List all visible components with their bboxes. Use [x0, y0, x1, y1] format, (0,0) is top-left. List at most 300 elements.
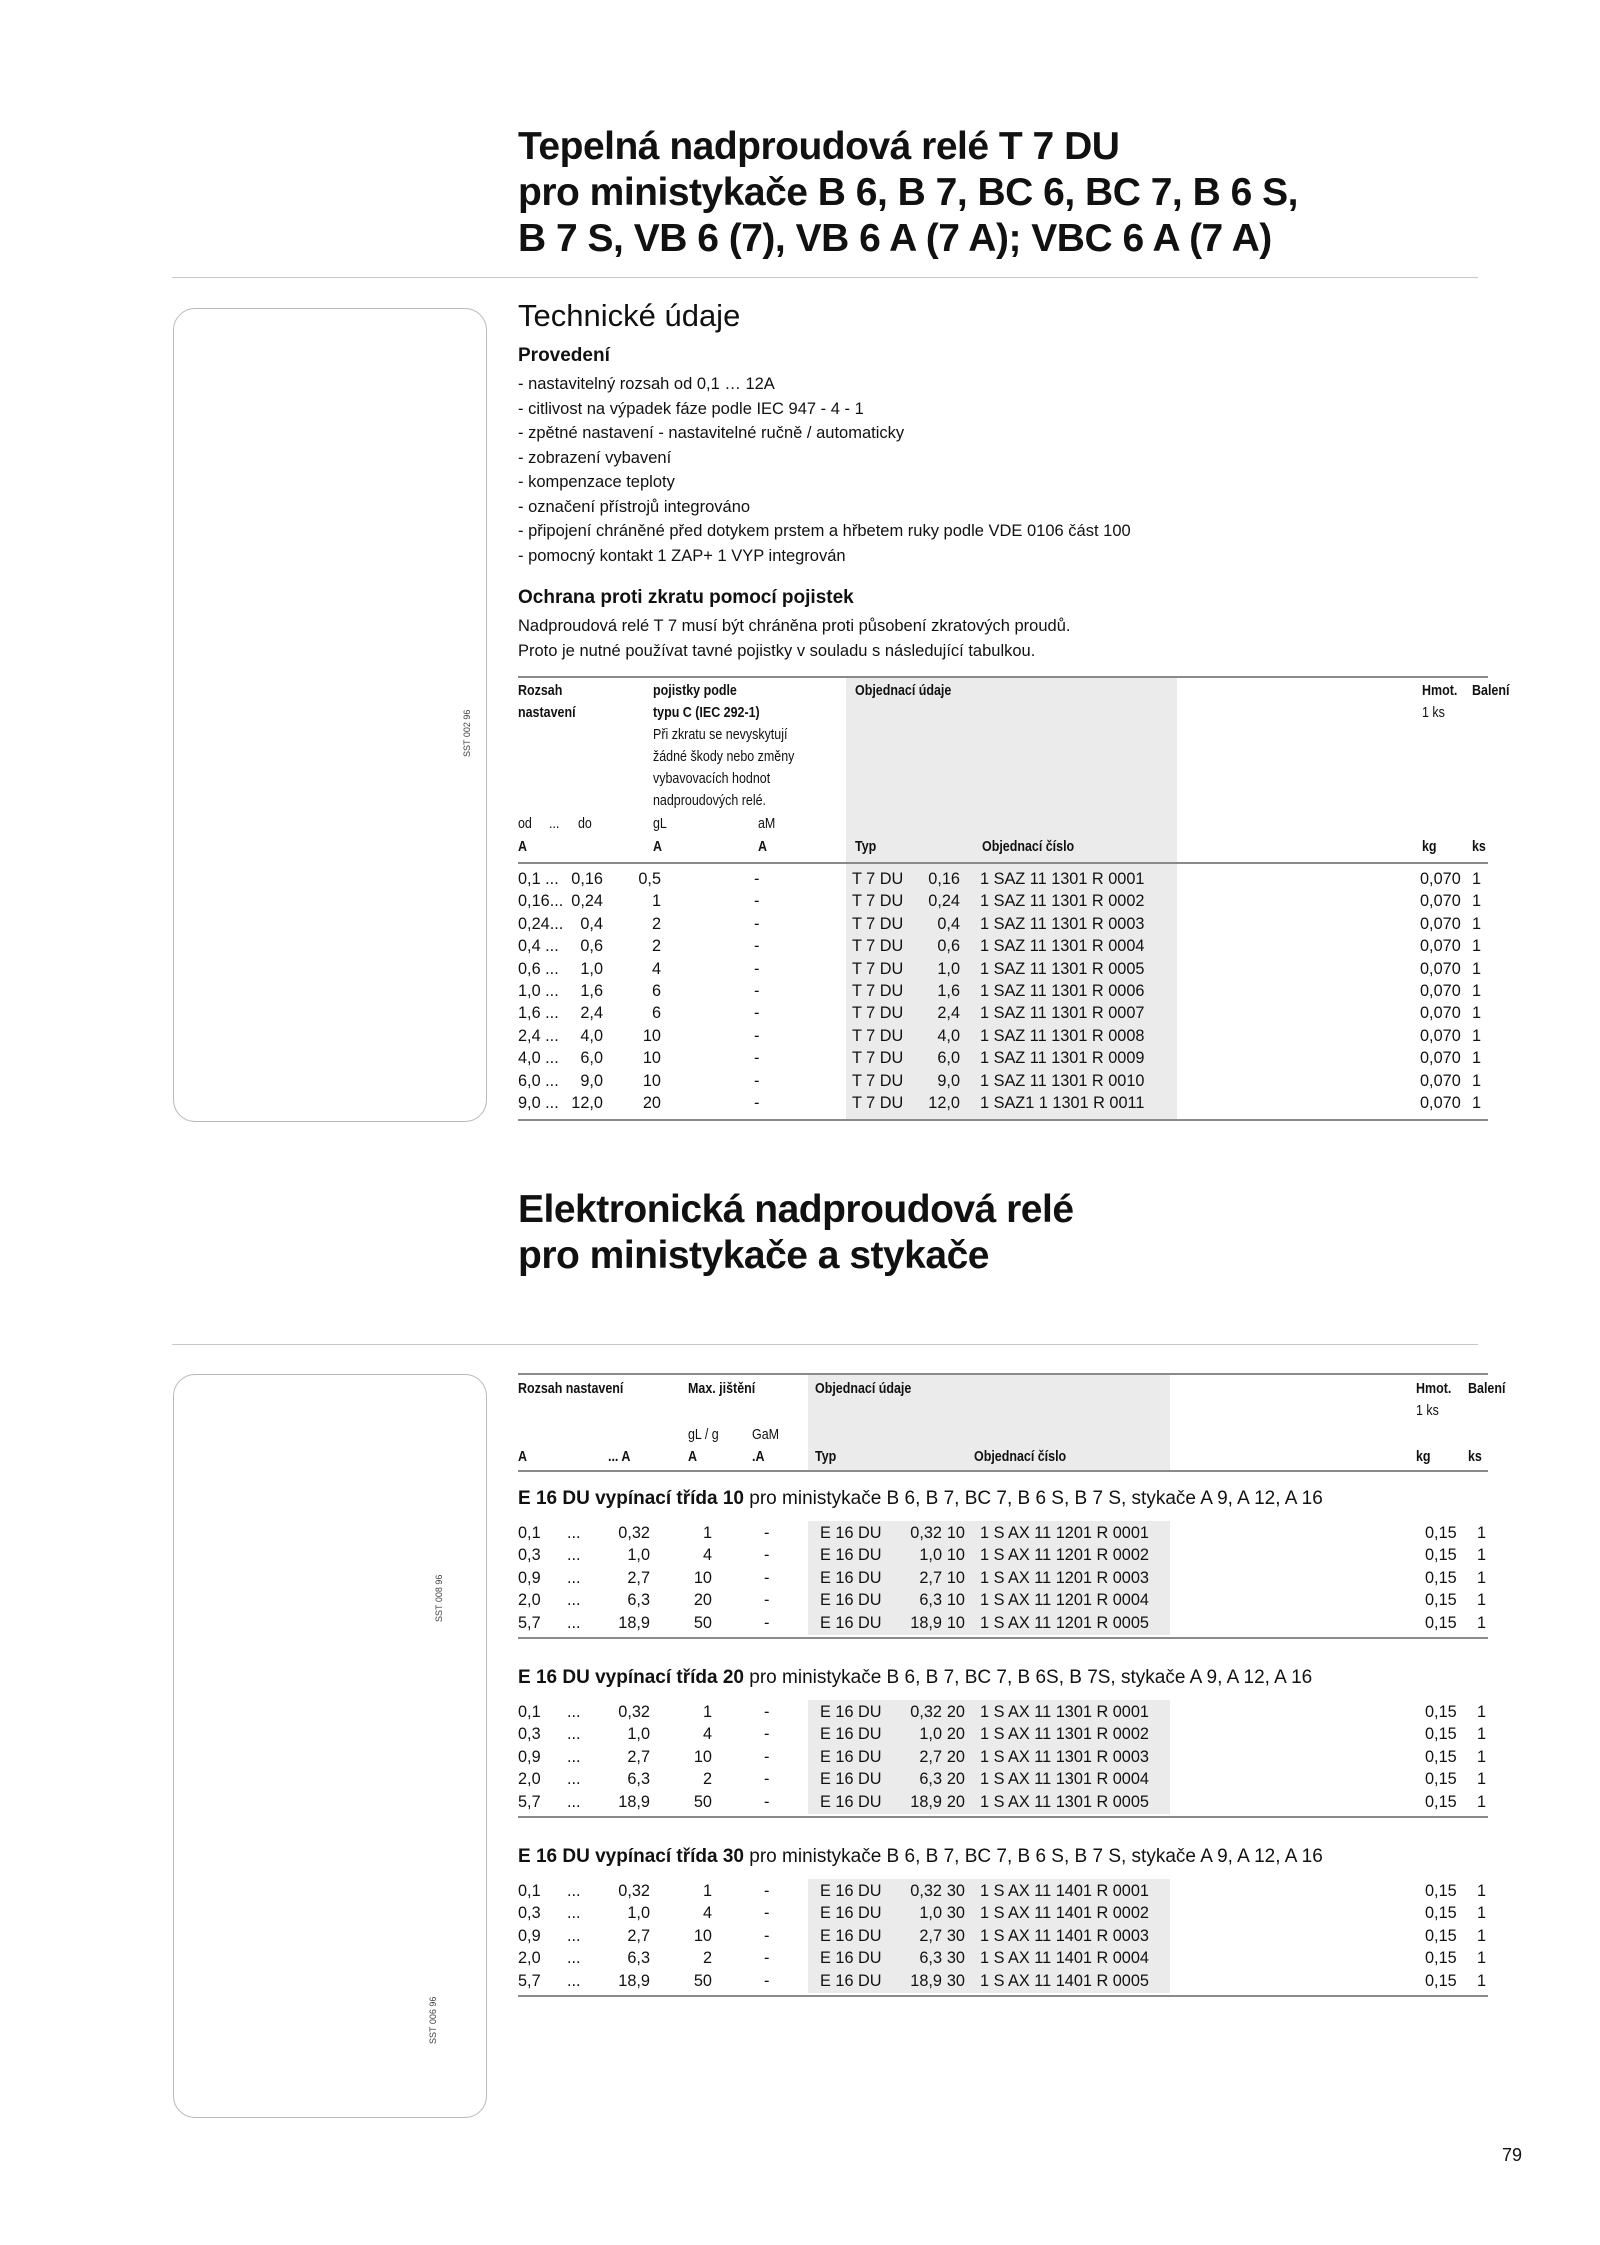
page-title-t7du — [518, 124, 1298, 262]
pack-ks: 1 — [1477, 1524, 1487, 1542]
table-row — [518, 1768, 1488, 1790]
th-unit: ... A — [608, 1449, 631, 1465]
range-dots: ... — [567, 1546, 581, 1565]
type-value: 18,9 — [910, 1792, 942, 1811]
range-dots: ... — [567, 1568, 581, 1587]
order-number: 1 S AX 11 1301 R 0003 — [980, 1747, 1149, 1766]
range-from: 5,7 — [518, 1613, 541, 1632]
table-row — [518, 980, 1488, 1002]
table-row — [518, 958, 1488, 980]
range-dots: ... — [567, 1613, 581, 1632]
fuse-glg: 2 — [702, 1770, 712, 1789]
range-to: 1,6 — [580, 982, 603, 1000]
fuse-gam: - — [764, 1568, 770, 1587]
th-pojistky: pojistky podle — [653, 683, 737, 699]
th-ks: ks — [1468, 1449, 1482, 1465]
fuse-glg: 1 — [702, 1703, 712, 1721]
type-value: 1,6 — [937, 982, 960, 1000]
th-unit: .A — [752, 1449, 765, 1465]
order-number: 1 S AX 11 1201 R 0001 — [980, 1524, 1149, 1542]
order-number: 1 S AX 11 1401 R 0002 — [980, 1904, 1149, 1923]
type-cell: E 16 DU — [820, 1792, 882, 1811]
th-typu: typu C (IEC 292-1) — [653, 705, 760, 721]
table-row — [518, 1092, 1488, 1114]
table-row — [518, 1544, 1488, 1566]
weight-kg: 0,15 — [1425, 1524, 1457, 1542]
fuse-glg: 20 — [693, 1591, 712, 1610]
th-max: Max. jištění — [688, 1381, 756, 1397]
fuse-gl: 6 — [651, 982, 661, 1000]
fuse-gl: 6 — [651, 1004, 661, 1023]
trip-class: 30 — [946, 1904, 965, 1923]
range-from: 2,4 ... — [518, 1026, 559, 1045]
th-baleni: Balení — [1468, 1381, 1506, 1397]
range-from: 0,1 — [518, 1703, 541, 1721]
trip-class: 10 — [946, 1591, 965, 1610]
table-row — [518, 935, 1488, 957]
group-title-rest: pro ministykače B 6, B 7, BC 7, B 6 S, B 7 S, stykače A 9, A 12, A 16 — [744, 1488, 1323, 1509]
paragraph-line: Nadproudová relé T 7 musí být chráněna proti působení zkratových proudů. — [518, 617, 1071, 635]
range-to: 0,32 — [618, 1524, 650, 1542]
table-row — [518, 1025, 1488, 1047]
order-number: 1 S AX 11 1301 R 0002 — [980, 1725, 1149, 1744]
fuse-glg: 10 — [693, 1926, 712, 1945]
range-dots: ... — [567, 1926, 581, 1945]
range-from: 4,0 ... — [518, 1049, 559, 1068]
range-dots: ... — [567, 1747, 581, 1766]
order-number: 1 SAZ 11 1301 R 0002 — [980, 892, 1145, 911]
th-1ks: 1 ks — [1422, 705, 1445, 721]
range-dots: ... — [567, 1971, 581, 1990]
range-from: 2,0 — [518, 1949, 541, 1968]
list-item: - zobrazení vybavení — [518, 448, 672, 467]
pack-ks: 1 — [1472, 870, 1482, 888]
range-to: 6,3 — [627, 1591, 650, 1610]
group-title — [518, 1488, 1323, 1510]
pack-ks: 1 — [1477, 1613, 1487, 1632]
type-value: 6,3 — [919, 1770, 942, 1789]
pack-ks: 1 — [1472, 937, 1482, 956]
order-number: 1 S AX 11 1301 R 0001 — [980, 1703, 1149, 1721]
fuse-glg: 4 — [702, 1546, 712, 1565]
th-typ: Typ — [855, 839, 877, 855]
pack-ks: 1 — [1477, 1591, 1487, 1610]
type-cell: E 16 DU — [820, 1591, 882, 1610]
type-cell: E 16 DU — [820, 1926, 882, 1945]
provedeni-heading: Provedení — [518, 345, 610, 366]
weight-kg: 0,15 — [1425, 1904, 1457, 1923]
th-od: od — [518, 816, 532, 832]
order-number: 1 SAZ 11 1301 R 0003 — [980, 914, 1145, 933]
order-number: 1 S AX 11 1201 R 0004 — [980, 1591, 1149, 1610]
list-item: - kompenzace teploty — [518, 473, 675, 491]
fuse-gam: - — [764, 1725, 770, 1744]
pack-ks: 1 — [1472, 914, 1482, 933]
trip-class: 30 — [946, 1882, 965, 1900]
range-from: 2,0 — [518, 1770, 541, 1789]
fuse-gl: 10 — [642, 1071, 661, 1090]
trip-class: 10 — [946, 1546, 965, 1565]
fuse-am: - — [754, 982, 760, 1000]
range-to: 0,32 — [618, 1703, 650, 1721]
th-unit: A — [758, 839, 768, 855]
table-top-rule — [518, 1373, 1488, 1375]
range-to: 6,3 — [627, 1770, 650, 1789]
type-cell: E 16 DU — [820, 1971, 882, 1990]
image-code: SST 002 96 — [462, 709, 472, 757]
type-cell: T 7 DU — [852, 1071, 904, 1090]
range-from: 0,3 — [518, 1546, 541, 1565]
th-note: nadproudových relé. — [653, 793, 767, 809]
table-row — [518, 1723, 1488, 1745]
type-value: 1,0 — [919, 1904, 942, 1923]
th-objednaci: Objednací údaje — [815, 1381, 912, 1397]
fuse-glg: 10 — [693, 1568, 712, 1587]
range-from: 0,1 — [518, 1882, 541, 1900]
th-objednaci: Objednací údaje — [855, 683, 952, 699]
table-row — [518, 1746, 1488, 1768]
table-row — [518, 1567, 1488, 1589]
order-number: 1 SAZ1 1 1301 R 0011 — [980, 1094, 1145, 1112]
fuse-gl: 2 — [651, 937, 661, 956]
pack-ks: 1 — [1477, 1770, 1487, 1789]
type-value: 9,0 — [937, 1071, 960, 1090]
trip-class: 30 — [946, 1971, 965, 1990]
list-item: - zpětné nastavení - nastavitelné ručně / automaticky — [518, 424, 905, 442]
fuse-gam: - — [764, 1747, 770, 1766]
type-value: 1,0 — [919, 1546, 942, 1565]
type-cell: E 16 DU — [820, 1904, 882, 1923]
range-to: 18,9 — [618, 1613, 650, 1632]
pack-ks: 1 — [1477, 1904, 1487, 1923]
weight-kg: 0,070 — [1420, 1094, 1461, 1112]
table-row — [518, 1047, 1488, 1069]
table-row — [518, 1002, 1488, 1024]
weight-kg: 0,070 — [1420, 1004, 1461, 1023]
group-title — [518, 1846, 1323, 1868]
provedeni-list — [518, 372, 1131, 568]
fuse-gl: 4 — [651, 959, 661, 978]
th-baleni: Balení — [1472, 683, 1510, 699]
fuse-gl: 2 — [651, 914, 661, 933]
pack-ks: 1 — [1472, 1071, 1482, 1090]
title-line: Tepelná nadproudová relé T 7 DU — [518, 125, 1120, 168]
order-number: 1 S AX 11 1401 R 0005 — [980, 1971, 1149, 1990]
type-value: 0,6 — [937, 937, 960, 956]
group-title-bold: E 16 DU vypínací třída 20 — [518, 1667, 744, 1688]
range-from: 0,9 — [518, 1568, 541, 1587]
fuse-gam: - — [764, 1613, 770, 1632]
range-from: 0,9 — [518, 1926, 541, 1945]
th-note: žádné škody nebo změny — [653, 749, 795, 765]
pack-ks: 1 — [1477, 1568, 1487, 1587]
type-value: 2,7 — [919, 1926, 942, 1945]
fuse-gl: 0,5 — [638, 870, 661, 888]
type-value: 12,0 — [928, 1094, 960, 1112]
fuse-am: - — [754, 1049, 760, 1068]
range-dots: ... — [567, 1591, 581, 1610]
fuse-gam: - — [764, 1926, 770, 1945]
range-from: 5,7 — [518, 1971, 541, 1990]
pack-ks: 1 — [1477, 1546, 1487, 1565]
range-from: 0,24... — [518, 914, 564, 933]
ochrana-text — [518, 614, 1070, 663]
th-hmot: Hmot. — [1422, 683, 1458, 699]
fuse-gam: - — [764, 1904, 770, 1923]
pack-ks: 1 — [1477, 1949, 1487, 1968]
th-kg: kg — [1422, 839, 1437, 855]
title-line: Elektronická nadproudová relé — [518, 1188, 1074, 1231]
weight-kg: 0,070 — [1420, 914, 1461, 933]
type-cell: E 16 DU — [820, 1568, 882, 1587]
pack-ks: 1 — [1472, 892, 1482, 911]
fuse-glg: 1 — [702, 1882, 712, 1900]
type-value: 0,32 — [910, 1524, 942, 1542]
table-row — [518, 1070, 1488, 1092]
range-from: 0,1 ... — [518, 870, 559, 888]
title-line: B 7 S, VB 6 (7), VB 6 A (7 A); VBC 6 A (7 A) — [518, 217, 1272, 260]
fuse-gam: - — [764, 1971, 770, 1990]
weight-kg: 0,15 — [1425, 1703, 1457, 1721]
table-row — [518, 1925, 1488, 1947]
table-row — [518, 1612, 1488, 1634]
pack-ks: 1 — [1477, 1926, 1487, 1945]
type-value: 1,0 — [937, 959, 960, 978]
pack-ks: 1 — [1477, 1725, 1487, 1744]
range-from: 0,3 — [518, 1904, 541, 1923]
range-from: 9,0 ... — [518, 1094, 559, 1112]
range-to: 1,0 — [627, 1904, 650, 1923]
weight-kg: 0,15 — [1425, 1949, 1457, 1968]
range-dots: ... — [567, 1703, 581, 1721]
weight-kg: 0,15 — [1425, 1792, 1457, 1811]
range-to: 1,0 — [580, 959, 603, 978]
image-code: SST 008 96 — [434, 1574, 444, 1622]
th-typ: Typ — [815, 1449, 837, 1465]
group-bottom-rule — [518, 1637, 1488, 1639]
range-to: 0,24 — [571, 892, 603, 911]
weight-kg: 0,070 — [1420, 892, 1461, 911]
range-from: 0,1 — [518, 1524, 541, 1542]
paragraph-line: Proto je nutné používat tavné pojistky v souladu s následující tabulkou. — [518, 641, 1036, 660]
table-row — [518, 1522, 1488, 1544]
fuse-am: - — [754, 1004, 760, 1023]
th-glg: gL / g — [688, 1427, 719, 1443]
trip-class: 20 — [946, 1725, 965, 1744]
pack-ks: 1 — [1477, 1703, 1487, 1721]
type-value: 0,16 — [928, 870, 960, 888]
type-value: 0,32 — [910, 1882, 942, 1900]
fuse-gam: - — [764, 1882, 770, 1900]
type-cell: T 7 DU — [852, 1094, 904, 1112]
weight-kg: 0,15 — [1425, 1770, 1457, 1789]
fuse-gam: - — [764, 1792, 770, 1811]
type-value: 0,32 — [910, 1703, 942, 1721]
weight-kg: 0,070 — [1420, 1049, 1461, 1068]
range-to: 1,0 — [627, 1725, 650, 1744]
th-ks: ks — [1472, 839, 1486, 855]
title-line: pro ministykače B 6, B 7, BC 6, BC 7, B 6 S, — [518, 171, 1298, 214]
type-cell: T 7 DU — [852, 937, 904, 956]
ochrana-heading: Ochrana proti zkratu pomocí pojistek — [518, 587, 854, 608]
th-unit: A — [653, 839, 663, 855]
order-number: 1 S AX 11 1201 R 0005 — [980, 1613, 1149, 1632]
order-number: 1 SAZ 11 1301 R 0010 — [980, 1071, 1145, 1090]
th-unit: A — [518, 1449, 528, 1465]
weight-kg: 0,15 — [1425, 1971, 1457, 1990]
section-subtitle: Technické údaje — [518, 298, 741, 333]
th-note: vybavovacích hodnot — [653, 771, 771, 787]
pack-ks: 1 — [1477, 1882, 1487, 1900]
range-from: 2,0 — [518, 1591, 541, 1610]
type-value: 18,9 — [910, 1613, 942, 1632]
trip-class: 10 — [946, 1613, 965, 1632]
fuse-glg: 50 — [693, 1971, 712, 1990]
pack-ks: 1 — [1477, 1792, 1487, 1811]
table-row — [518, 1947, 1488, 1969]
trip-class: 30 — [946, 1926, 965, 1945]
trip-class: 10 — [946, 1524, 965, 1542]
fuse-glg: 50 — [693, 1792, 712, 1811]
weight-kg: 0,070 — [1420, 937, 1461, 956]
divider — [172, 1344, 1478, 1345]
order-number: 1 SAZ 11 1301 R 0007 — [980, 1004, 1145, 1023]
range-from: 0,3 — [518, 1725, 541, 1744]
type-value: 6,3 — [919, 1591, 942, 1610]
type-cell: E 16 DU — [820, 1725, 882, 1744]
group-bottom-rule — [518, 1995, 1488, 1997]
table-row — [518, 890, 1488, 912]
table-row — [518, 1880, 1488, 1902]
type-cell: T 7 DU — [852, 870, 904, 888]
type-cell: E 16 DU — [820, 1882, 882, 1900]
pack-ks: 1 — [1472, 1094, 1482, 1112]
product-image-frame — [173, 308, 487, 1122]
weight-kg: 0,070 — [1420, 1026, 1461, 1045]
table-top-rule — [518, 676, 1488, 678]
type-value: 2,4 — [937, 1004, 960, 1023]
title-line: pro ministykače a stykače — [518, 1234, 989, 1277]
weight-kg: 0,15 — [1425, 1882, 1457, 1900]
order-number: 1 SAZ 11 1301 R 0001 — [980, 870, 1145, 888]
fuse-am: - — [754, 937, 760, 956]
fuse-am: - — [754, 892, 760, 911]
order-number: 1 SAZ 11 1301 R 0004 — [980, 937, 1145, 956]
type-value: 4,0 — [937, 1026, 960, 1045]
th-gam: GaM — [752, 1427, 780, 1443]
group-title-rest: pro ministykače B 6, B 7, BC 7, B 6S, B 7S, stykače A 9, A 12, A 16 — [744, 1667, 1313, 1688]
weight-kg: 0,070 — [1420, 870, 1461, 888]
fuse-gl: 10 — [642, 1049, 661, 1068]
type-value: 6,0 — [937, 1049, 960, 1068]
table-row — [518, 1902, 1488, 1924]
weight-kg: 0,070 — [1420, 982, 1461, 1000]
fuse-glg: 10 — [693, 1747, 712, 1766]
type-cell: E 16 DU — [820, 1546, 882, 1565]
type-cell: T 7 DU — [852, 1049, 904, 1068]
range-from: 0,9 — [518, 1747, 541, 1766]
weight-kg: 0,15 — [1425, 1568, 1457, 1587]
weight-kg: 0,15 — [1425, 1747, 1457, 1766]
range-to: 1,0 — [627, 1546, 650, 1565]
range-from: 1,0 ... — [518, 982, 559, 1000]
pack-ks: 1 — [1472, 982, 1482, 1000]
order-number: 1 S AX 11 1201 R 0002 — [980, 1546, 1149, 1565]
table-header-rule — [518, 862, 1488, 864]
fuse-glg: 4 — [702, 1904, 712, 1923]
group-title-rest: pro ministykače B 6, B 7, BC 7, B 6 S, B 7 S, stykače A 9, A 12, A 16 — [744, 1846, 1323, 1867]
range-to: 0,4 — [580, 914, 603, 933]
page-number: 79 — [1501, 2145, 1522, 2165]
table-header-rule — [518, 1470, 1488, 1472]
type-value: 1,0 — [919, 1725, 942, 1744]
range-to: 0,6 — [580, 937, 603, 956]
range-to: 0,32 — [618, 1882, 650, 1900]
th-dots: ... — [549, 816, 560, 832]
order-number: 1 S AX 11 1201 R 0003 — [980, 1568, 1149, 1587]
type-value: 2,7 — [919, 1747, 942, 1766]
order-number: 1 S AX 11 1301 R 0005 — [980, 1792, 1149, 1811]
th-unit: A — [688, 1449, 698, 1465]
table-row — [518, 1970, 1488, 1992]
fuse-am: - — [754, 1094, 760, 1112]
type-cell: T 7 DU — [852, 1004, 904, 1023]
type-cell: E 16 DU — [820, 1949, 882, 1968]
group-title-bold: E 16 DU vypínací třída 10 — [518, 1488, 744, 1509]
range-to: 2,7 — [627, 1926, 650, 1945]
fuse-gl: 1 — [651, 892, 661, 911]
th-rozsah: Rozsah nastavení — [518, 1381, 624, 1397]
fuse-am: - — [754, 959, 760, 978]
weight-kg: 0,070 — [1420, 1071, 1461, 1090]
range-from: 1,6 ... — [518, 1004, 559, 1023]
range-from: 0,4 ... — [518, 937, 559, 956]
table-row — [518, 913, 1488, 935]
list-item: - pomocný kontakt 1 ZAP+ 1 VYP integrován — [518, 546, 846, 565]
table-row — [518, 868, 1488, 890]
range-dots: ... — [567, 1725, 581, 1744]
weight-kg: 0,15 — [1425, 1591, 1457, 1610]
weight-kg: 0,15 — [1425, 1926, 1457, 1945]
type-cell: E 16 DU — [820, 1770, 882, 1789]
type-value: 18,9 — [910, 1971, 942, 1990]
range-from: 6,0 ... — [518, 1071, 559, 1090]
order-number: 1 S AX 11 1401 R 0003 — [980, 1926, 1149, 1945]
th-1ks: 1 ks — [1416, 1403, 1439, 1419]
type-value: 0,4 — [937, 914, 960, 933]
type-value: 0,24 — [928, 892, 960, 911]
trip-class: 20 — [946, 1770, 965, 1789]
table-row — [518, 1791, 1488, 1813]
pack-ks: 1 — [1477, 1971, 1487, 1990]
type-cell: T 7 DU — [852, 1026, 904, 1045]
type-cell: T 7 DU — [852, 982, 904, 1000]
pack-ks: 1 — [1472, 1049, 1482, 1068]
list-item: - označení přístrojů integrováno — [518, 497, 751, 516]
fuse-glg: 50 — [693, 1613, 712, 1632]
th-kg: kg — [1416, 1449, 1431, 1465]
order-number: 1 SAZ 11 1301 R 0006 — [980, 982, 1145, 1000]
range-to: 6,3 — [627, 1949, 650, 1968]
fuse-gam: - — [764, 1546, 770, 1565]
order-number: 1 SAZ 11 1301 R 0005 — [980, 959, 1145, 978]
trip-class: 10 — [946, 1568, 965, 1587]
fuse-gl: 10 — [642, 1026, 661, 1045]
pack-ks: 1 — [1472, 1026, 1482, 1045]
range-dots: ... — [567, 1770, 581, 1789]
th-gl: gL — [653, 816, 667, 832]
th-rozsah: Rozsah — [518, 683, 563, 699]
